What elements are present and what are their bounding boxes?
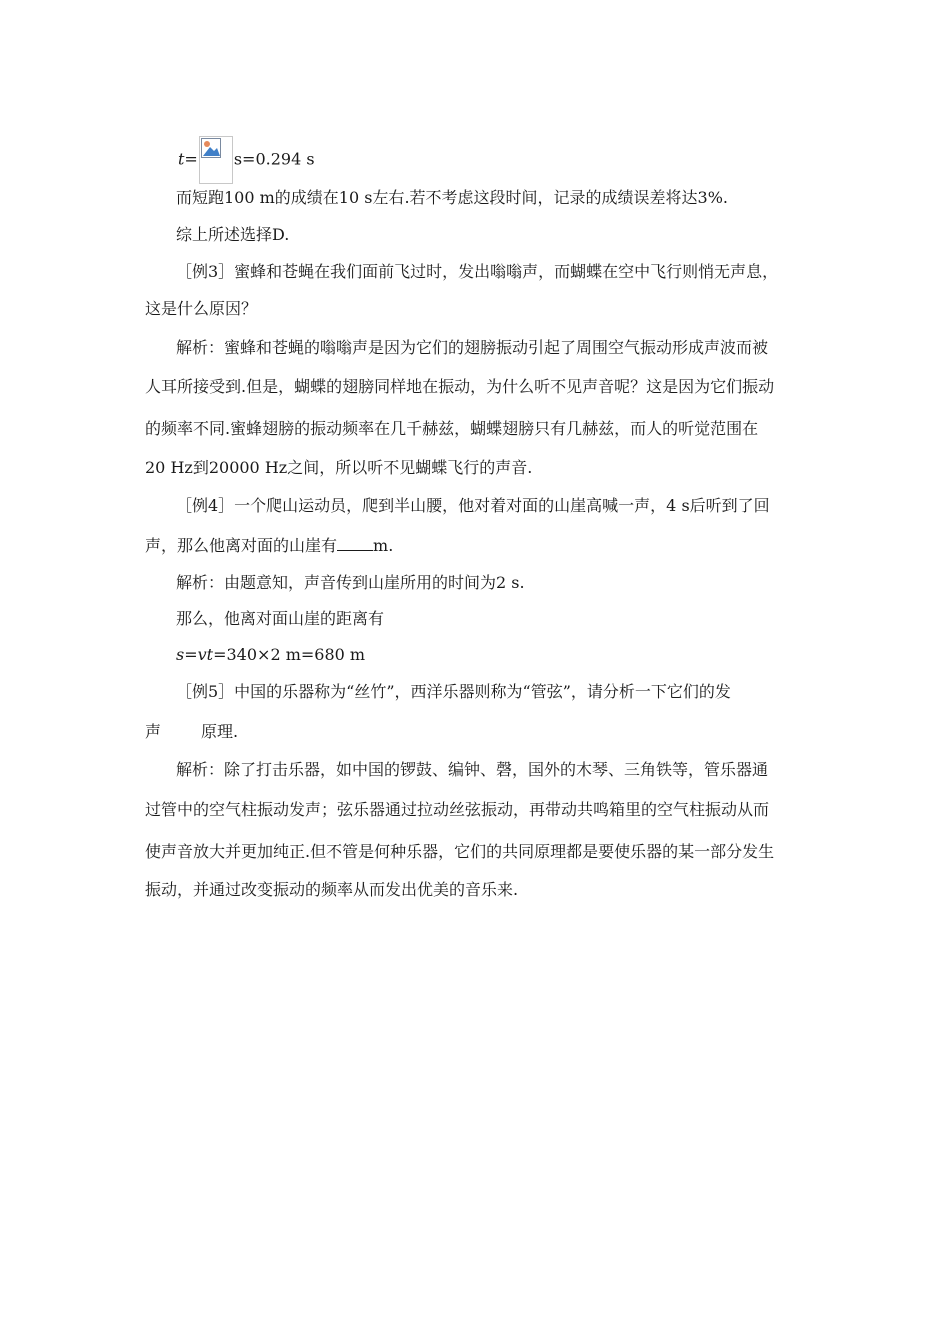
formula-var-vt: vt [197,645,214,664]
paragraph-line: 振动，并通过改变振动的频率从而发出优美的音乐来. [145,880,519,899]
example-4-analysis: 解析：由题意知，声音传到山崖所用的时间为2 s. [176,573,525,592]
formula-line-s [176,645,365,665]
text-segment: 声，那么他离对面的山崖有 [145,536,338,555]
formula-equals: = [184,645,198,664]
example-3-question: ［例3］蜜蜂和苍蝇在我们面前飞过时，发出嗡嗡声，而蝴蝶在空中飞行则悄无声息， [176,262,779,281]
paragraph-line: 而短跑100 m的成绩在10 s左右.若不考虑这段时间，记录的成绩误差将达3%. [176,188,729,207]
example-4-question: ［例4］一个爬山运动员，爬到半山腰，他对着对面的山崖高喊一声，4 s后听到了回 [176,496,770,515]
formula-var-s: s [176,645,185,664]
formula-t-prefix: t= [178,149,198,169]
broken-image-placeholder [199,136,233,184]
paragraph-line: 人耳所接受到.但是，蝴蝶的翅膀同样地在振动，为什么听不见声音呢？这是因为它们振动 [145,377,775,396]
answer-blank [337,536,373,551]
example-4-question-cont [145,536,393,556]
formula-line-t [178,136,315,184]
paragraph-line: 那么，他离对面山崖的距离有 [176,609,385,628]
paragraph-line: 20 Hz到20000 Hz之间，所以听不见蝴蝶飞行的声音. [145,458,533,477]
example-5-question: ［例5］中国的乐器称为“丝竹”，西洋乐器则称为“管弦”，请分析一下它们的发 [176,682,731,701]
broken-image-icon [201,138,221,158]
text-segment: m. [373,536,394,555]
example-3-analysis: 解析：蜜蜂和苍蝇的嗡嗡声是因为它们的翅膀振动引起了周围空气振动形成声波而被 [176,338,769,357]
paragraph-line: 综上所述选择D. [176,225,290,244]
paragraph-line: 使声音放大并更加纯正.但不管是何种乐器，它们的共同原理都是要使乐器的某一部分发生 [145,842,775,861]
formula-t-suffix: s=0.294 s [233,149,315,169]
paragraph-line: 过管中的空气柱振动发声；弦乐器通过拉动丝弦振动，再带动共鸣箱里的空气柱振动从而 [145,800,770,819]
text-segment: 原理. [201,722,239,741]
text-segment: 声 [145,722,162,741]
paragraph-line: 这是什么原因？ [145,299,258,318]
formula-result: =340×2 m=680 m [213,645,366,664]
example-5-analysis: 解析：除了打击乐器，如中国的锣鼓、编钟、磬，国外的木琴、三角铁等，管乐器通 [176,760,769,779]
example-5-question-cont [145,722,238,742]
paragraph-line: 的频率不同.蜜蜂翅膀的振动频率在几千赫兹，蝴蝶翅膀只有几赫兹，而人的听觉范围在 [145,419,759,438]
